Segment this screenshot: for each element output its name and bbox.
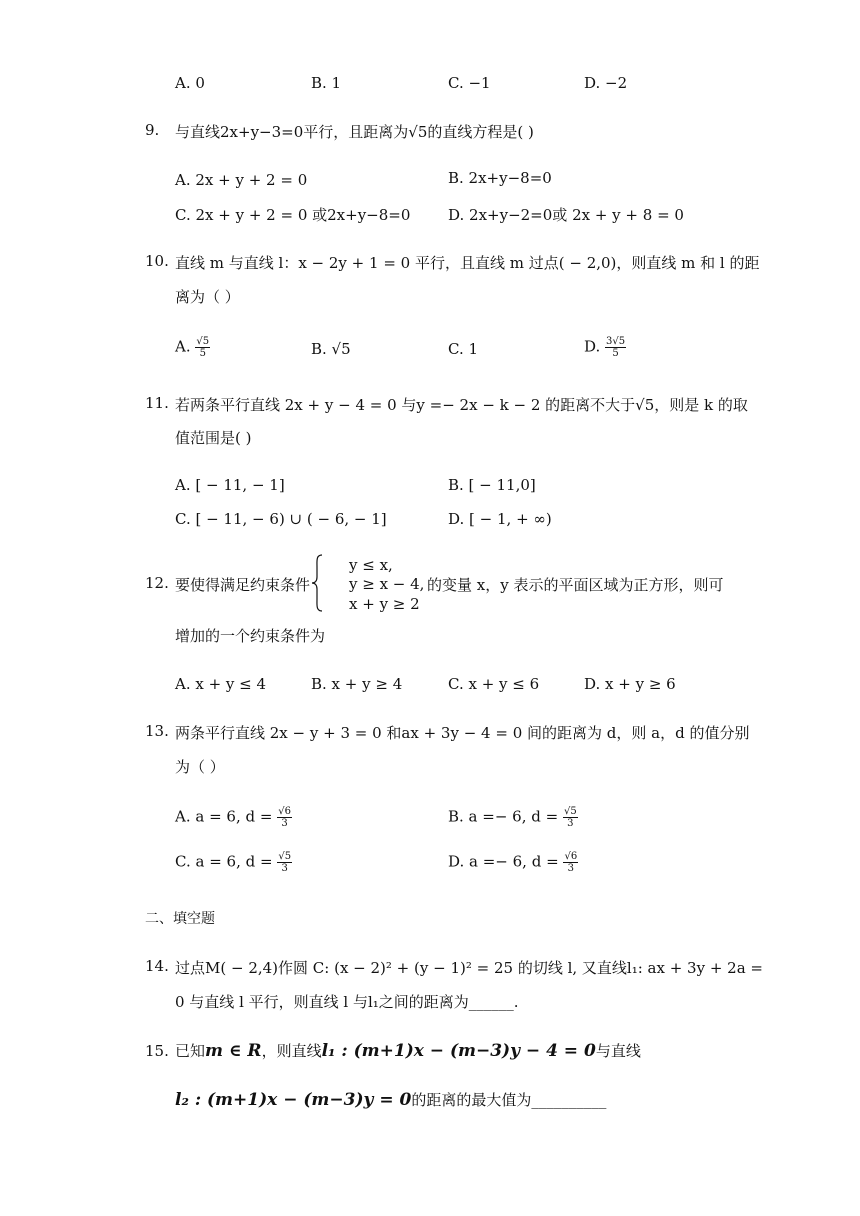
q10-number: 10.	[145, 252, 169, 270]
q13-stem-line1: 两条平行直线 2x − y + 3 = 0 和ax + 3y − 4 = 0 间的距离为 d，则 a，d 的值分别	[175, 724, 750, 742]
q15-text-post: 与直线	[595, 1042, 641, 1060]
q14-number: 14.	[145, 957, 169, 975]
q9-option-b: B. 2x+y−8=0	[448, 169, 552, 187]
q15-line-l2: l₂ : (m+1)x − (m−3)y = 0	[175, 1090, 412, 1110]
q12-condition-3: x + y ≥ 2	[349, 595, 420, 613]
q12-stem-post: 的变量 x，y 表示的平面区域为正方形，则可	[427, 576, 724, 594]
section-heading-fill-in: 二、填空题	[145, 911, 215, 927]
numerator: √5	[563, 806, 577, 817]
q10-option-a-fraction	[195, 336, 210, 359]
q8-option-c: C. −1	[448, 74, 491, 92]
q15-number: 15.	[145, 1042, 169, 1060]
denominator: 3	[281, 818, 288, 829]
q12-option-a: A. x + y ≤ 4	[175, 675, 267, 693]
q10-option-a	[175, 336, 210, 359]
q10-option-d-fraction	[605, 336, 626, 359]
q13-option-d-text: D. a =− 6, d =	[448, 852, 559, 871]
numerator: √6	[564, 851, 578, 862]
q13-option-a	[175, 806, 292, 829]
q11-stem-line2: 值范围是( )	[175, 429, 252, 447]
q10-option-c: C. 1	[448, 340, 479, 358]
q15-stem-line1	[175, 1040, 641, 1061]
q14-stem-line1: 过点M( − 2,4)作圆 C: (x − 2)² + (y − 1)² = 25 的切线 l, 又直线l₁: ax + 3y + 2a =	[175, 959, 764, 977]
q13-stem-line2: 为（ ）	[175, 758, 225, 776]
q10-option-d-label: D.	[584, 337, 601, 356]
q13-option-b	[448, 806, 578, 829]
q14-stem-line2: 0 与直线 l 平行，则直线 l 与l₁之间的距离为______.	[175, 993, 519, 1011]
q12-number: 12.	[145, 574, 169, 592]
denominator: 5	[612, 348, 619, 359]
q13-option-a-text: A. a = 6, d =	[175, 807, 273, 826]
q15-text-mid: ，则直线	[261, 1042, 322, 1060]
denominator: 3	[567, 863, 574, 874]
q12-option-c: C. x + y ≤ 6	[448, 675, 540, 693]
q13-option-d	[448, 851, 578, 874]
q11-number: 11.	[145, 394, 169, 412]
numerator: √6	[278, 806, 291, 817]
q12-stem-line2: 增加的一个约束条件为	[175, 627, 326, 645]
q13-option-d-fraction	[563, 851, 578, 874]
q12-option-d: D. x + y ≥ 6	[584, 675, 676, 693]
q8-option-d: D. −2	[584, 74, 628, 92]
q12-condition-1: y ≤ x,	[349, 556, 393, 574]
q11-option-d: D. [ − 1, + ∞)	[448, 510, 552, 528]
q10-option-d	[584, 336, 626, 359]
q9-number: 9.	[145, 121, 160, 139]
q12-condition-2: y ≥ x − 4,	[349, 575, 425, 593]
q13-option-a-fraction	[277, 806, 292, 829]
q10-option-b: B. √5	[311, 340, 351, 358]
q8-option-b: B. 1	[311, 74, 342, 92]
q15-m-in-r: m ∈ R	[205, 1041, 262, 1061]
denominator: 3	[281, 863, 288, 874]
q10-stem-line2: 离为（ ）	[175, 288, 240, 306]
q15-line-l1: l₁ : (m+1)x − (m−3)y − 4 = 0	[321, 1041, 596, 1061]
numerator: 3√5	[606, 336, 626, 347]
q15-stem-line2	[175, 1089, 606, 1110]
numerator: √5	[278, 851, 292, 862]
q13-option-b-text: B. a =− 6, d =	[448, 807, 559, 826]
q8-option-a: A. 0	[175, 74, 205, 92]
q10-option-a-label: A.	[175, 337, 191, 356]
q13-option-b-fraction	[563, 806, 578, 829]
q13-option-c-fraction	[277, 851, 292, 874]
q9-stem: 与直线2x+y−3=0平行，且距离为√5的直线方程是( )	[175, 123, 534, 141]
q9-option-c: C. 2x + y + 2 = 0 或2x+y−8=0	[175, 206, 411, 224]
q11-stem-line1: 若两条平行直线 2x + y − 4 = 0 与y =− 2x − k − 2 的距离不大于√5，则是 k 的取	[175, 396, 748, 414]
q11-option-b: B. [ − 11,0]	[448, 476, 536, 494]
q11-option-c: C. [ − 11, − 6) ∪ ( − 6, − 1]	[175, 510, 387, 528]
q9-option-d: D. 2x+y−2=0或 2x + y + 8 = 0	[448, 206, 684, 224]
q13-number: 13.	[145, 722, 169, 740]
denominator: 3	[567, 818, 574, 829]
q15-text-pre: 已知	[175, 1042, 206, 1060]
q13-option-c-text: C. a = 6, d =	[175, 852, 273, 871]
q9-option-a: A. 2x + y + 2 = 0	[175, 171, 308, 189]
q10-stem-line1: 直线 m 与直线 l：x − 2y + 1 = 0 平行，且直线 m 过点( − 2,0)，则直线 m 和 l 的距	[175, 254, 760, 272]
q13-option-c	[175, 851, 292, 874]
left-brace-icon	[310, 553, 326, 613]
q11-option-a: A. [ − 11, − 1]	[175, 476, 285, 494]
numerator: √5	[196, 336, 210, 347]
q15-text-end: 的距离的最大值为__________	[411, 1091, 607, 1109]
denominator: 5	[199, 348, 206, 359]
q12-stem-pre: 要使得满足约束条件	[175, 576, 311, 594]
q12-option-b: B. x + y ≥ 4	[311, 675, 403, 693]
